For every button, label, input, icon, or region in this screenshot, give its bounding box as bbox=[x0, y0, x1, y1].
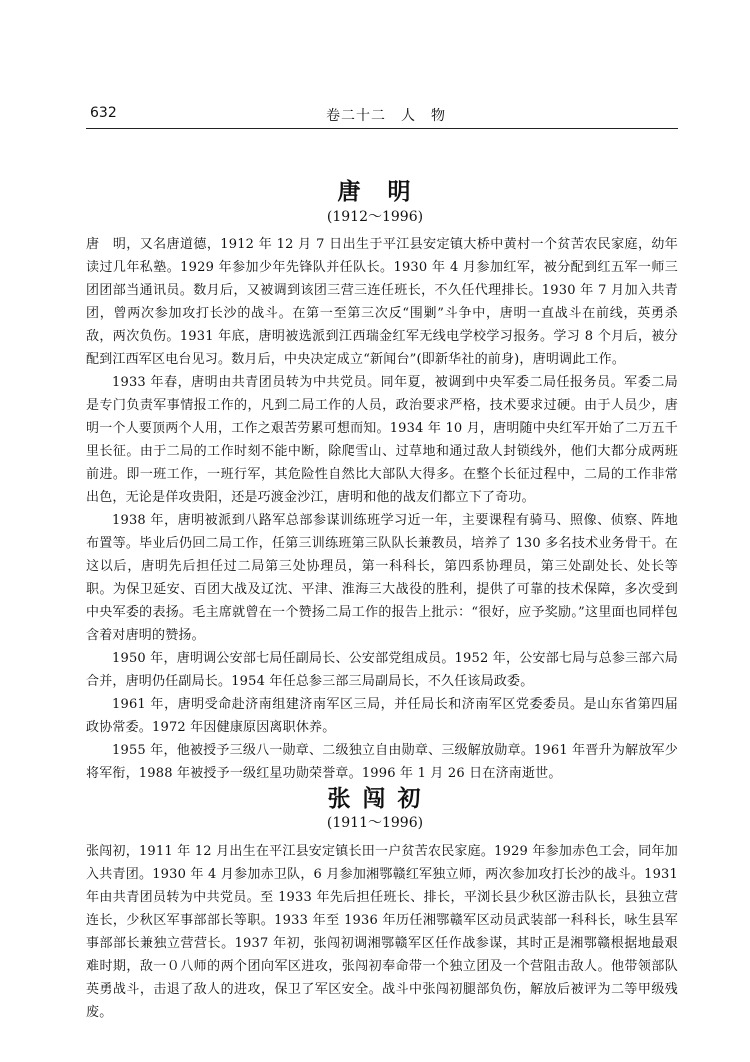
entry-name: 唐 明 bbox=[337, 179, 413, 205]
paragraph: 1933 年春，唐明由共青团员转为中共党员。同年夏，被调到中央军委二局任报务员。军委二局是专门负责军事情报工作的，凡到二局工作的人员，政治要求严格，技术要求过硬。由于人员少，唐明一个人要顶两个人用，工作之艰苦劳累可想而知。1934 年 10 月，唐明随中央红军开始了二万五千里长征。由于二局的工作时刻不能中断，除爬雪山、过草地和通过敌人封锁线外，他们大都分成两班前进。即一班工作，一班行军，其危险性自然比大部队大得多。在整个长征过程中，二局的工作非常出色，无论是佯攻贵阳，还是巧渡金沙江，唐明和他的战友们都立下了奇功。 bbox=[86, 375, 678, 505]
entry-years: (1911～1996) bbox=[326, 815, 424, 831]
paragraph: 1950 年，唐明调公安部七局任副局长、公安部党组成员。1952 年，公安部七局与总参三部六局合并，唐明仍任副局长。1954 年任总参三部三局副局长，不久任该局政委。 bbox=[86, 651, 678, 689]
paragraph: 唐 明，又名唐道德，1912 年 12 月 7 日出生于平江县安定镇大桥中黄村一个贫苦农民家庭，幼年读过几年私塾。1929 年参加少年先锋队并任队长。1930 年 4 月参加红军，被分配到红五军一师三团团部当通讯员。数月后，又被调到该团三营三连任班长，不久任代理排长。1930 年 7 月加入共青团，曾两次参加攻打长沙的战斗。在第一至第三次反“围剿”斗争中，唐明一直战斗在前线，英勇杀敌，两次负伤。1931 年底，唐明被选派到江西瑞金红军无线电学校学习报务。学习 8 个月后，被分配到江西军区电台见习。数月后，中央决定成立“新闻台”(即新华社的前身)，唐明调此工作。 bbox=[86, 237, 678, 367]
paragraph: 1938 年，唐明被派到八路军总部参谋训练班学习近一年，主要课程有骑马、照像、侦察、阵地布置等。毕业后仍回二局工作，任第三训练班第三队队长兼教员，培养了 130 多名技术业务骨干。在这以后，唐明先后担任过二局第三处协理员，第一科科长，第四系协理员，第三处副处长、处长等职。为保卫延安、百团大战及辽沈、平津、淮海三大战役的胜利，提供了可靠的技术保障，多次受到中央军委的表扬。毛主席就曾在一个赞扬二局工作的报告上批示：“很好，应予奖励。”这里面也同样包含着对唐明的赞扬。 bbox=[86, 513, 678, 643]
chapter-title: 卷二十二 人 物 bbox=[326, 108, 446, 124]
entry-years: (1912～1996) bbox=[326, 209, 424, 225]
paragraph: 1961 年，唐明受命赴济南组建济南军区三局，并任局长和济南军区党委委员。是山东省第四届政协常委。1972 年因健康原因离职休养。 bbox=[86, 697, 678, 735]
page-number: 632 bbox=[90, 105, 117, 121]
paragraph: 1955 年，他被授予三级八一勋章、二级独立自由勋章、三级解放勋章。1961 年晋升为解放军少将军衔，1988 年被授予一级红星功勋荣誉章。1996 年 1 月 26 日在济南逝世。 bbox=[86, 743, 678, 781]
paragraph: 张闯初，1911 年 12 月出生在平江县安定镇长田一户贫苦农民家庭。1929 年参加赤色工会，同年加入共青团。1930 年 4 月参加赤卫队，6 月参加湘鄂赣红军独立师，两次参加攻打长沙的战斗。1931 年由共青团员转为中共党员。至 1933 年先后担任班长、排长，平浏长县少秋区游击队长，县独立营连长，少秋区军事部部长等职。1933 年至 1936 年历任湘鄂赣军区动员武装部一科科长，咏生县军事部部长兼独立营营长。1937 年初，张闯初调湘鄂赣军区任作战参谋，其时正是湘鄂赣根据地最艰难时期，敌一０八师的两个团向军区进攻，张闯初奉命带一个独立团及一个营阻击敌人。他带领部队英勇战斗，击退了敌人的进攻，保卫了军区安全。战斗中张闯初腿部负伤，解放后被评为二等甲级残废。 bbox=[86, 844, 678, 1020]
entry-name: 张 闯 初 bbox=[327, 786, 423, 812]
entry-biography bbox=[86, 840, 678, 1024]
entry-biography bbox=[86, 233, 678, 785]
header-rule bbox=[86, 128, 678, 129]
